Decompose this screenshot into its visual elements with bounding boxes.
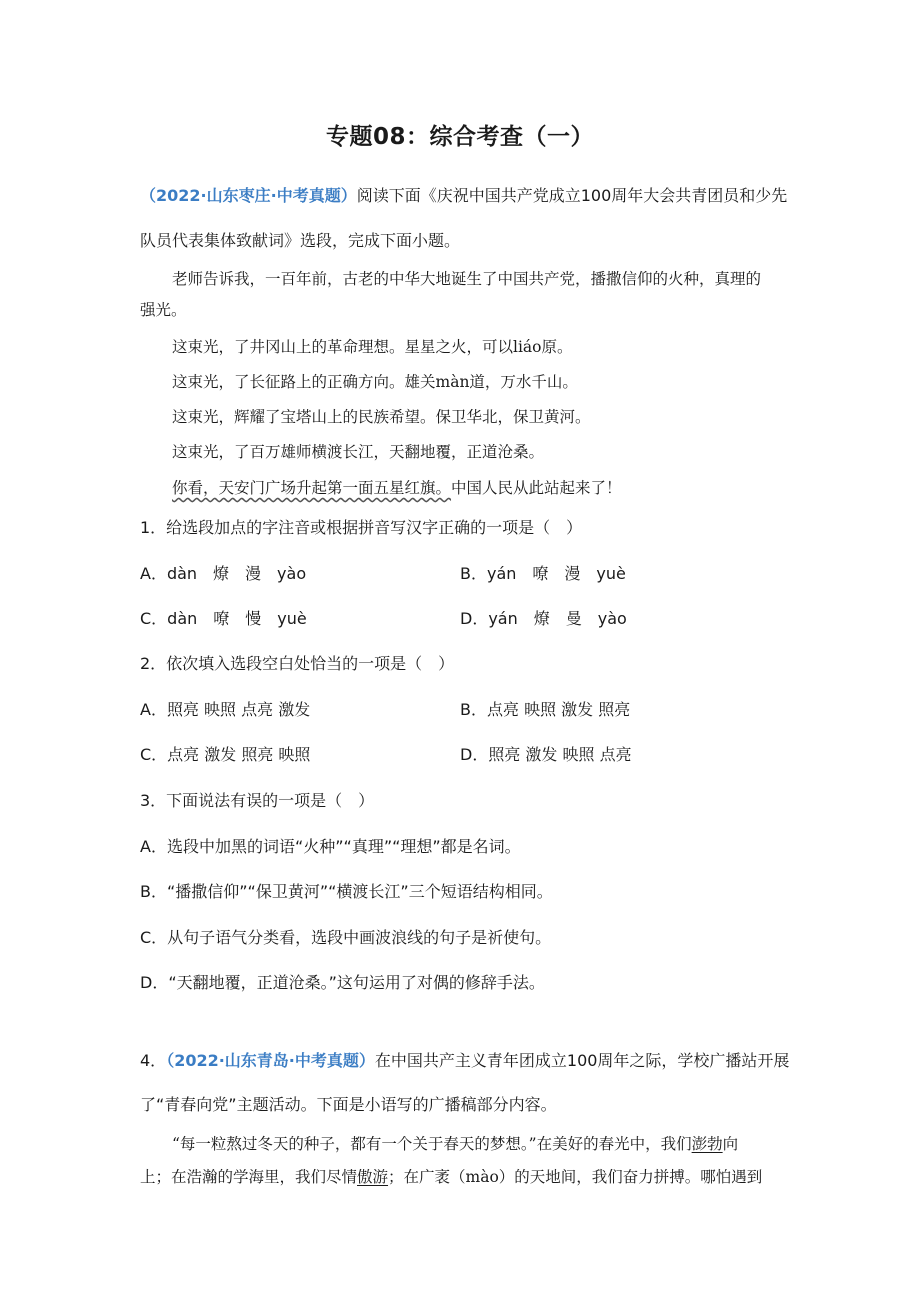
question-4-intro-line-1	[140, 1048, 789, 1071]
question-2-stem: 2．依次填入选段空白处恰当的一项是（ ）	[140, 654, 455, 673]
passage-line: 这束光，了百万雄师横渡长江，天翻地覆，正道沧桑。	[172, 443, 545, 461]
option-d: D．“天翻地覆，正道沧桑。”这句运用了对偶的修辞手法。	[140, 973, 545, 992]
text-span: “每一粒熬过冬天的种子，都有一个关于春天的梦想。”在美好的春光中，我们	[172, 1135, 692, 1153]
option-c: C．从句子语气分类看，选段中画波浪线的句子是祈使句。	[140, 928, 552, 947]
passage-line	[140, 1165, 762, 1187]
underlined-word: 澎勃	[691, 1135, 723, 1153]
question-number: 4．	[140, 1051, 167, 1070]
option-b: B．点亮 映照 激发 照亮	[460, 700, 631, 719]
option-d: D．yán 燎 曼 yào	[460, 609, 627, 628]
page-title: 专题08：综合考查（一）	[325, 124, 594, 150]
intro-text: 阅读下面《庆祝中国共产党成立100周年大会共青团员和少先	[356, 186, 788, 205]
q-intro-line-2: 队员代表集体致献词》选段，完成下面小题。	[140, 231, 461, 250]
text-span: 向	[722, 1135, 739, 1153]
text-span: ；在广袤（mào）的天地间，我们奋力拼搏。哪怕遇到	[388, 1168, 763, 1186]
option-c: C．点亮 激发 照亮 映照	[140, 745, 311, 764]
option-b: B．“播撒信仰”“保卫黄河”“横渡长江”三个短语结构相同。	[140, 882, 553, 901]
source-tag: （2022·山东枣庄·中考真题）	[140, 186, 357, 205]
q-intro-line-1	[140, 183, 787, 206]
question-1-stem: 1．给选段加点的字注音或根据拼音写汉字正确的一项是（ ）	[140, 518, 583, 537]
option-c: C．dàn 嘹 慢 yuè	[140, 609, 307, 628]
passage-line: 这束光，了井冈山上的革命理想。星星之火，可以liáo原。	[172, 338, 573, 356]
option-a: A．照亮 映照 点亮 激发	[140, 700, 311, 719]
option-a: A．dàn 燎 漫 yào	[140, 564, 307, 583]
wavy-underlined-sentence: 你看，天安门广场升起第一面五星红旗。	[172, 479, 452, 497]
option-b: B．yán 嘹 漫 yuè	[460, 564, 626, 583]
question-4-intro-line-2: 了“青春向党”主题活动。下面是小语写的广播稿部分内容。	[140, 1095, 557, 1114]
passage-line	[172, 476, 622, 498]
passage-line	[172, 1132, 738, 1154]
option-a: A．选段中加黑的词语“火种”“真理”“理想”都是名词。	[140, 837, 521, 856]
underlined-word: 傲游	[357, 1168, 389, 1186]
text-span: 上；在浩瀚的学海里，我们尽情	[140, 1168, 358, 1186]
passage-line: 这束光，了长征路上的正确方向。雄关màn道，万水千山。	[172, 373, 578, 391]
option-d: D．照亮 激发 映照 点亮	[460, 745, 632, 764]
passage-line: 老师告诉我，一百年前，古老的中华大地诞生了中国共产党，播撒信仰的火种，真理的	[172, 270, 762, 288]
passage-line: 这束光，辉耀了宝塔山上的民族希望。保卫华北，保卫黄河。	[172, 408, 591, 426]
sentence: 中国人民从此站起来了！	[451, 479, 622, 497]
intro-text: 在中国共产主义青年团成立100周年之际，学校广播站开展	[374, 1051, 790, 1070]
source-tag: （2022·山东青岛·中考真题）	[166, 1051, 375, 1070]
passage-line: 强光。	[140, 301, 187, 319]
question-3-stem: 3．下面说法有误的一项是（ ）	[140, 791, 375, 810]
